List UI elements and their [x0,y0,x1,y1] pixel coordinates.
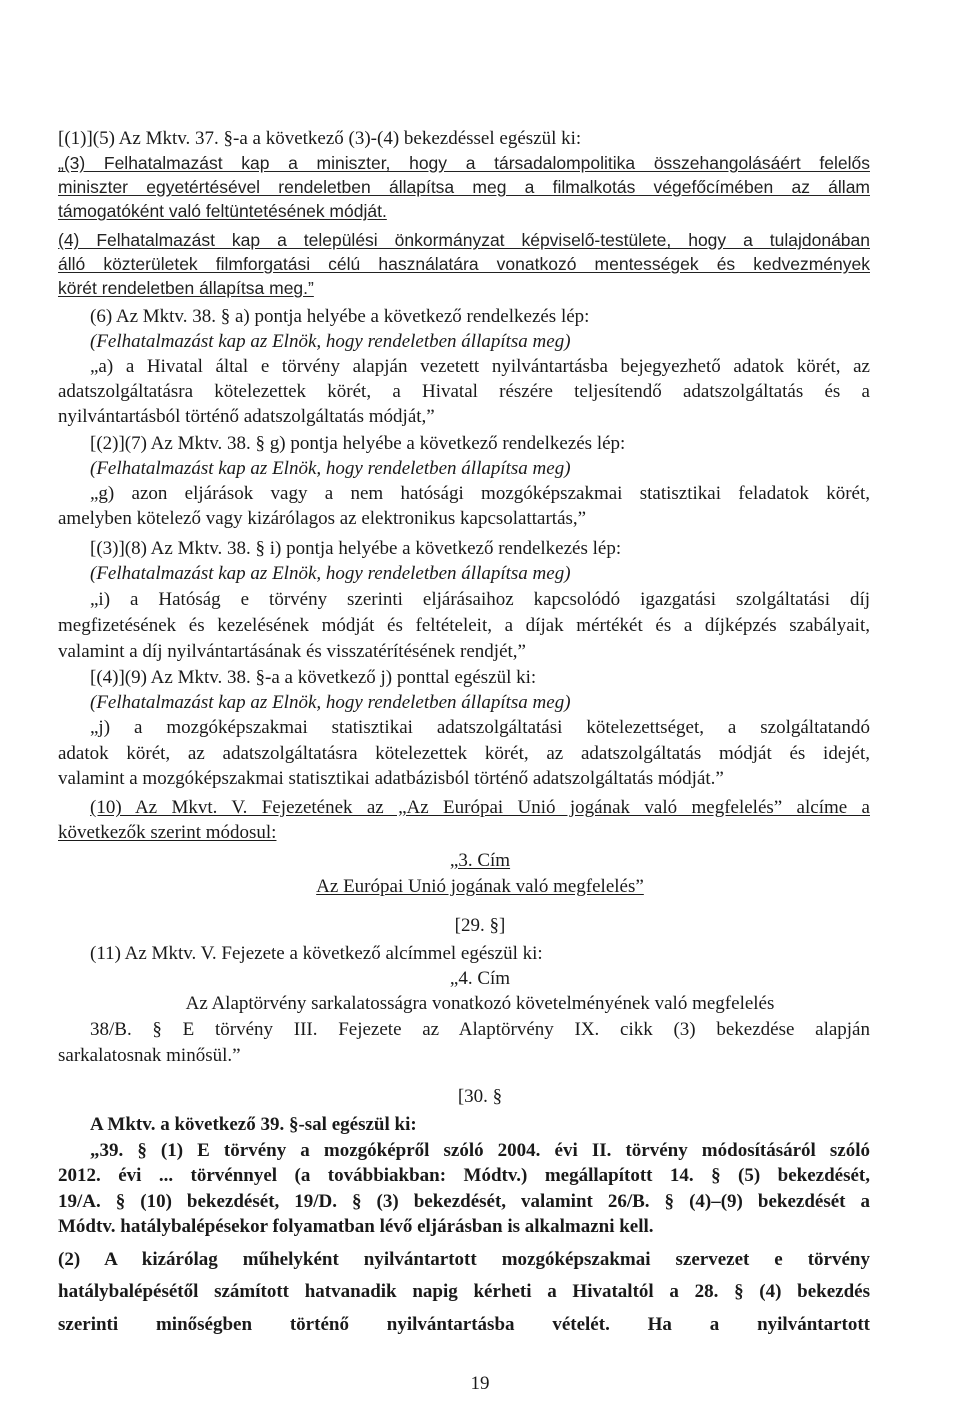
amendment-heading-8: [(3)](8) Az Mktv. 38. § i) pontja helyébe a következő rendelkezés lép: [90,538,622,559]
italic-intro: (Felhatalmazást kap az Elnök, hogy rendeletben állapítsa meg) [90,692,571,713]
amendment-heading-5: [(1)](5) Az Mktv. 37. §-a a következő (3)-(4) bekezdéssel egészül ki: [58,128,582,149]
paragraph-line: sarkalatosnak minősül.” [58,1045,241,1066]
italic-intro: (Felhatalmazást kap az Elnök, hogy rendeletben állapítsa meg) [90,458,571,479]
bold-paragraph-line: 19/A. § (10) bekezdését, 19/D. § (3) bekezdését, valamint 26/B. § (4)–(9) bekezdését a [58,1191,870,1212]
paragraph-line: „g) azon eljárások vagy a nem hatósági mozgóképszakmai statisztikai feladatok körét, [90,483,870,504]
amendment-heading-7: [(2)](7) Az Mktv. 38. § g) pontja helyébe a következő rendelkezés lép: [90,433,626,454]
bold-paragraph-line: szerinti minőségben történő nyilvántartásba vételét. Ha a nyilvántartott [58,1314,870,1335]
paragraph-line: 38/B. § E törvény III. Fejezete az Alaptörvény IX. cikk (3) bekezdése alapján [90,1019,870,1040]
bold-heading: A Mktv. a következő 39. §-sal egészül ki: [90,1114,417,1135]
amendment-heading-11: (11) Az Mktv. V. Fejezete a következő alcímmel egészül ki: [90,943,543,964]
section-title: Az Alaptörvény sarkalatosságra vonatkozó követelményének való megfelelés [185,993,775,1014]
paragraph-line: adatok körét, az adatszolgáltatásra kötelezettek körét, az adatszolgáltatás módját és idejét, [58,743,870,764]
paragraph-line: körét rendeletben állapítsa meg.” [58,278,314,298]
page-number: 19 [470,1373,490,1394]
paragraph-line: megfizetésének és kezelésének módját és feltételeit, a díjak mértékét és a díjképzés szabályait, [58,615,870,636]
italic-intro: (Felhatalmazást kap az Elnök, hogy rendeletben állapítsa meg) [90,331,571,352]
paragraph-line: nyilvántartásból történő adatszolgáltatás módját,” [58,406,435,427]
paragraph-line: támogatóként való feltüntetésének módját. [58,201,387,221]
paragraph-line: „j) a mozgóképszakmai statisztikai adatszolgáltatási kötelezettséget, a szolgáltatandó [90,717,870,738]
amendment-heading-9: [(4)](9) Az Mktv. 38. §-a a következő j) ponttal egészül ki: [90,667,537,688]
bold-paragraph-line: 2012. évi ... törvénnyel (a továbbiakban: Módtv.) megállapított 14. § (5) bekezdését, [58,1165,870,1186]
amendment-heading-10: (10) Az Mkvt. V. Fejezetének az „Az Európai Unió jogának való megfelelés” alcíme a [90,797,870,818]
bold-paragraph-line: hatálybalépésétől számított hatvanadik napig kérheti a Hivataltól a 28. § (4) bekezdés [58,1281,870,1302]
paragraph-line: amelyben kötelező vagy kizárólagos az elektronikus kapcsolattartás,” [58,508,587,529]
bold-paragraph-line: Módtv. hatálybalépésekor folyamatban lévő eljárásban is alkalmazni kell. [58,1216,654,1237]
paragraph-line: (4) Felhatalmazást kap a települési önkormányzat képviselő-testülete, hogy a tulajdonában [58,230,870,250]
section-title-number: „4. Cím [449,968,511,989]
section-marker: [29. §] [454,915,506,936]
paragraph-line: „(3) Felhatalmazást kap a miniszter, hogy a társadalompolitika összehangolásáért felelős [58,153,870,173]
paragraph-line: adatszolgáltatásra kötelezettek körét, a Hivatal részére teljesítendő adatszolgáltatás és a [58,381,870,402]
paragraph-line: következők szerint módosul: [58,822,277,843]
paragraph-line: álló közterületek filmforgatási célú használatára vonatkozó mentességek és kedvezmények [58,254,870,274]
paragraph-line: miniszter egyetértésével rendeletben állapítsa meg a filmalkotás végefőcímében az állam [58,177,870,197]
paragraph-line: valamint a mozgóképszakmai statisztikai adatbázisból történő adatszolgáltatás módját.” [58,768,724,789]
bold-paragraph-line: (2) A kizárólag műhelyként nyilvántartott mozgóképszakmai szervezet e törvény [58,1249,870,1270]
amendment-heading-6: (6) Az Mktv. 38. § a) pontja helyébe a következő rendelkezés lép: [90,306,590,327]
section-marker: [30. § [457,1086,503,1107]
italic-intro: (Felhatalmazást kap az Elnök, hogy rendeletben állapítsa meg) [90,563,571,584]
section-title: Az Európai Unió jogának való megfelelés” [316,876,644,897]
paragraph-line: „i) a Hatóság e törvény szerinti eljárásaihoz kapcsolódó igazgatási szolgáltatási díj [90,589,870,610]
paragraph-line: valamint a díj nyilvántartásának és visszatérítésének rendjét,” [58,641,526,662]
section-title-number: „3. Cím [449,850,511,871]
bold-paragraph-line: „39. § (1) E törvény a mozgóképről szóló 2004. évi II. törvény módosításáról szóló [90,1140,870,1161]
paragraph-line: „a) a Hivatal által e törvény alapján vezetett nyilvántartásba bejegyezhető adatok körét, az [90,356,870,377]
